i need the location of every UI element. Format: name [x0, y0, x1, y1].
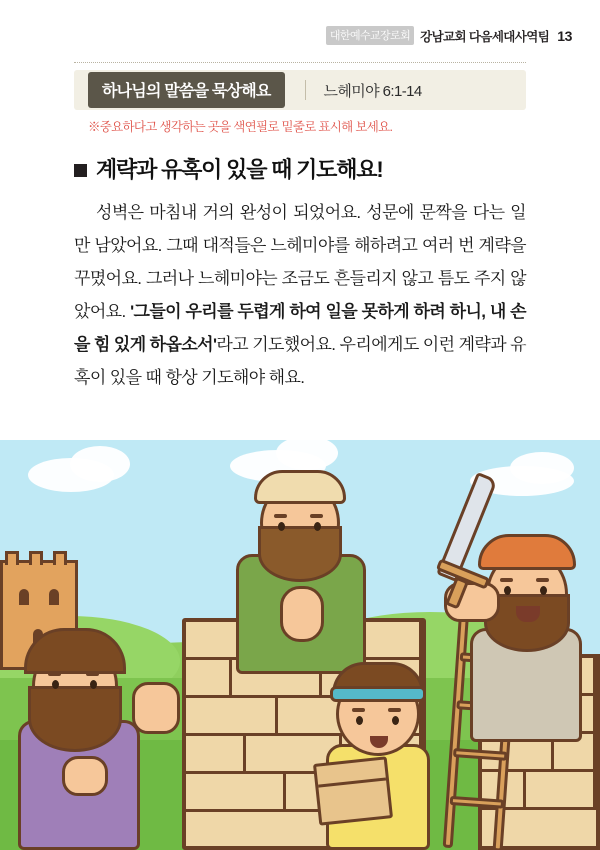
section-heading	[74, 153, 382, 184]
cloud-icon	[70, 446, 130, 482]
header-denomination: 대한예수교장로회	[326, 26, 414, 45]
figure-enemy-with-sword	[450, 524, 600, 744]
man-green-beard	[258, 526, 342, 582]
body-paragraph-part2: 라고 기도했어요. 우리에게도 이런 계략과 유혹이 있을 때 항상 기도해야 해요.	[74, 335, 526, 387]
man-purple-hair	[24, 628, 126, 674]
man-purple-chest-hand	[62, 756, 108, 796]
man-green-headwrap	[254, 470, 346, 504]
square-bullet-icon	[74, 164, 87, 177]
header-church-name: 강남교회 다음세대사역팀	[420, 29, 550, 44]
man-green-hands	[280, 586, 324, 642]
illustration	[0, 440, 600, 850]
body-text	[74, 196, 526, 394]
body-paragraph-part1: 성벽은 마침내 거의 완성이 되었어요. 성문에 문짝을 다는 일만 남았어요. 그때 대적들은 느헤미야를 해하려고 여러 번 계략을 꾸몄어요. 그러나 느헤미야는 조금도 흔들리지 않고 틈도 주지 않았어요.	[74, 203, 526, 321]
title-band	[74, 70, 526, 110]
boy-headband	[330, 686, 426, 702]
cloud-icon	[510, 452, 574, 484]
title-divider	[305, 80, 306, 100]
page-header	[326, 26, 572, 45]
page-number: 13	[557, 27, 572, 44]
stone-block	[313, 756, 393, 825]
man-purple-raised-hand	[132, 682, 180, 734]
title-label: 하나님의 말씀을 묵상해요	[88, 72, 285, 108]
scripture-reference: 느헤미야 6:1-14	[323, 82, 422, 100]
body-quote: '그들이 우리를 두렵게 하여 일을 못하게 하려 하니, 내 손을 힘 있게 하옵소서'	[74, 302, 526, 354]
figure-man-green-robe	[226, 462, 376, 662]
instruction-note: ※중요하다고 생각하는 곳을 색연필로 밑줄로 표시해 보세요.	[88, 120, 393, 134]
section-heading-text: 계략과 유혹이 있을 때 기도해요!	[96, 157, 383, 182]
figure-man-purple-robe	[10, 616, 190, 850]
man-purple-beard	[28, 686, 122, 752]
enemy-helmet	[478, 534, 576, 570]
